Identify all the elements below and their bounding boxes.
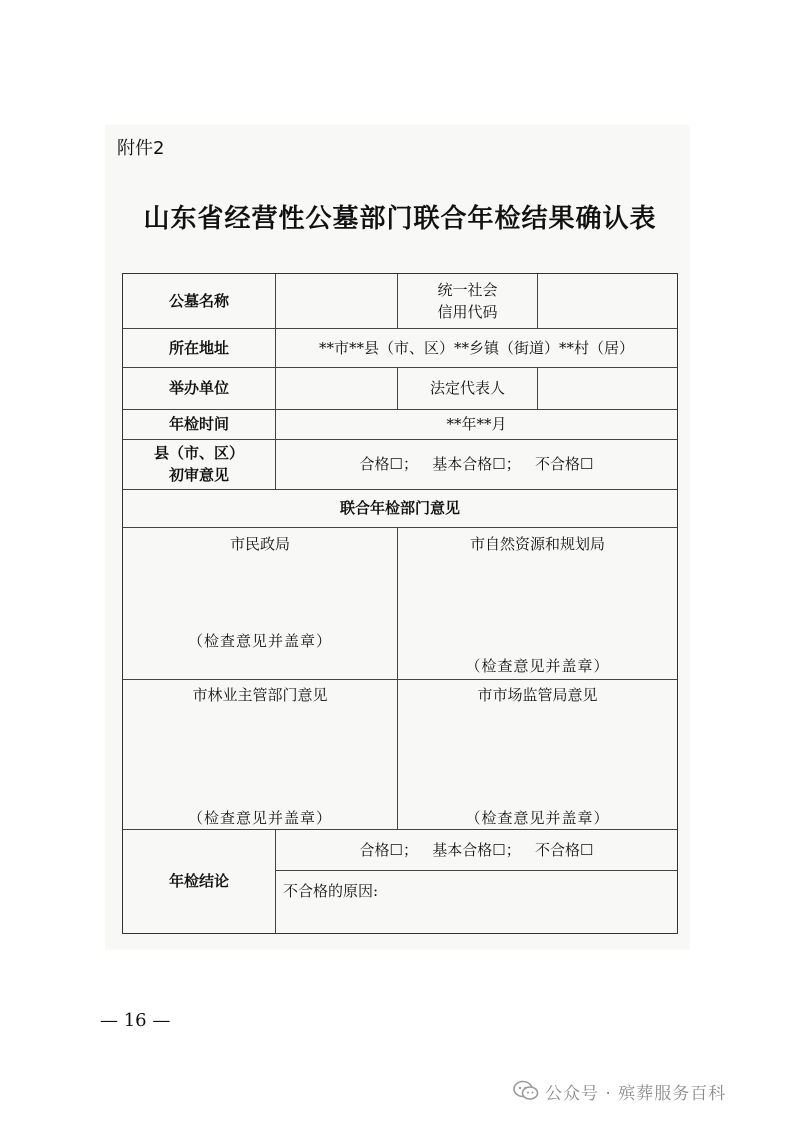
row-divider (123, 527, 677, 528)
market-supervision-seal-note: （检查意见并盖章） (465, 809, 610, 827)
address-value[interactable]: **市**县（市、区）**乡镇（街道）**村（居） (318, 338, 634, 357)
legal-rep-label: 法定代表人 (429, 379, 505, 397)
attachment-label: 附件2 (117, 138, 165, 159)
document-title: 山东省经营性公墓部门联合年检结果确认表 (143, 204, 657, 234)
row-divider (123, 679, 677, 680)
forestry-seal-note: （检查意见并盖章） (187, 809, 332, 827)
conclusion-options[interactable]: 合格☐； 基本合格☐； 不合格☐ (359, 840, 594, 859)
natural-resources-title: 市自然资源和规划局 (469, 535, 605, 553)
watermark (513, 1076, 726, 1106)
wechat-icon (513, 1080, 539, 1102)
cemetery-name-label: 公墓名称 (168, 292, 229, 310)
natural-resources-seal-note: （检查意见并盖章） (465, 657, 610, 675)
col-divider (397, 527, 398, 829)
county-opinion-options[interactable]: 合格☐； 基本合格☐； 不合格☐ (359, 455, 594, 473)
credit-code-label-line2: 信用代码 (437, 303, 498, 321)
fail-reason-label: 不合格的原因: (283, 882, 379, 900)
organizer-field[interactable] (276, 367, 397, 409)
inspection-time-value[interactable]: **年**月 (446, 415, 507, 433)
inspection-time-label: 年检时间 (168, 415, 229, 433)
inspection-form-table (122, 273, 678, 934)
row-divider (275, 870, 677, 871)
civil-affairs-title: 市民政局 (229, 535, 290, 553)
forestry-title: 市林业主管部门意见 (192, 686, 328, 704)
joint-section-header: 联合年检部门意见 (339, 499, 460, 517)
market-supervision-title: 市市场监管局意见 (477, 686, 598, 704)
cemetery-name-field[interactable] (276, 274, 397, 328)
organizer-label: 举办单位 (168, 379, 229, 397)
page-number: — 16 — (100, 1010, 171, 1031)
credit-code-label-line1: 统一社会 (437, 281, 498, 299)
conclusion-label: 年检结论 (168, 872, 229, 890)
civil-affairs-seal-note: （检查意见并盖章） (187, 632, 332, 650)
credit-code-label (398, 274, 537, 328)
county-opinion-label (123, 439, 275, 489)
legal-rep-field[interactable] (538, 367, 677, 409)
watermark-text: 公众号 · 殡葬服务百科 (545, 1083, 727, 1104)
county-opinion-label-line2: 初审意见 (168, 466, 229, 484)
county-opinion-label-line1: 县（市、区） (153, 444, 244, 462)
address-label: 所在地址 (168, 338, 229, 357)
credit-code-field[interactable] (538, 274, 677, 328)
